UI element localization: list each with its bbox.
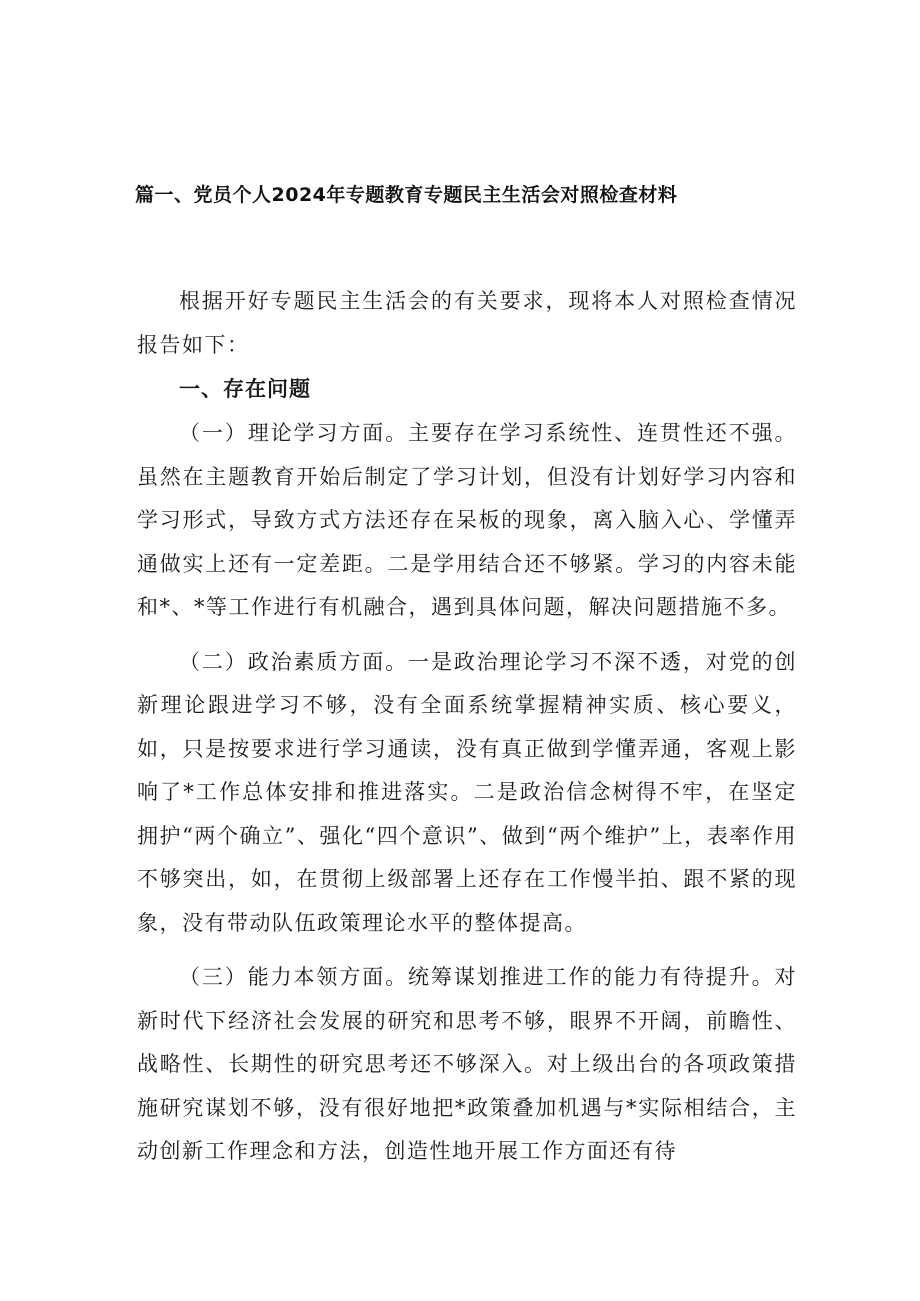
intro-paragraph: 根据开好专题民主生活会的有关要求，现将本人对照检查情况报告如下：	[137, 289, 797, 357]
document-title: 篇一、党员个人2024年专题教育专题民主生活会对照检查材料	[135, 184, 678, 206]
section-heading: 一、存在问题	[179, 377, 311, 401]
paragraph-ability: （三）能力本领方面。统筹谋划推进工作的能力有待提升。对新时代下经济社会发展的研究和思考不够，眼界不开阔，前瞻性、战略性、长期性的研究思考还不够深入。对上级出台的各项政策措施研究谋划不够，没有很好地把*政策叠加机遇与*实际相结合，主动创新工作理念和方法，创造性地开展工作方面还有待	[137, 965, 797, 1163]
document-body	[137, 280, 797, 1174]
paragraph-political-quality: （二）政治素质方面。一是政治理论学习不深不透，对党的创新理论跟进学习不够，没有全面系统掌握精神实质、核心要义，如，只是按要求进行学习通读，没有真正做到学懂弄通，客观上影响了*工作总体安排和推进落实。二是政治信念树得不牢，在坚定拥护“两个确立”、强化“四个意识”、做到“两个维护”上，表率作用不够突出，如，在贯彻上级部署上还存在工作慢半拍、跟不紧的现象，没有带动队伍政策理论水平的整体提高。	[137, 649, 797, 935]
paragraph-theory-study: （一）理论学习方面。主要存在学习系统性、连贯性还不强。虽然在主题教育开始后制定了学习计划，但没有计划好学习内容和学习形式，导致方式方法还存在呆板的现象，离入脑入心、学懂弄通做实上还有一定差距。二是学用结合还不够紧。学习的内容未能和*、*等工作进行有机融合，遇到具体问题，解决问题措施不多。	[137, 421, 797, 619]
